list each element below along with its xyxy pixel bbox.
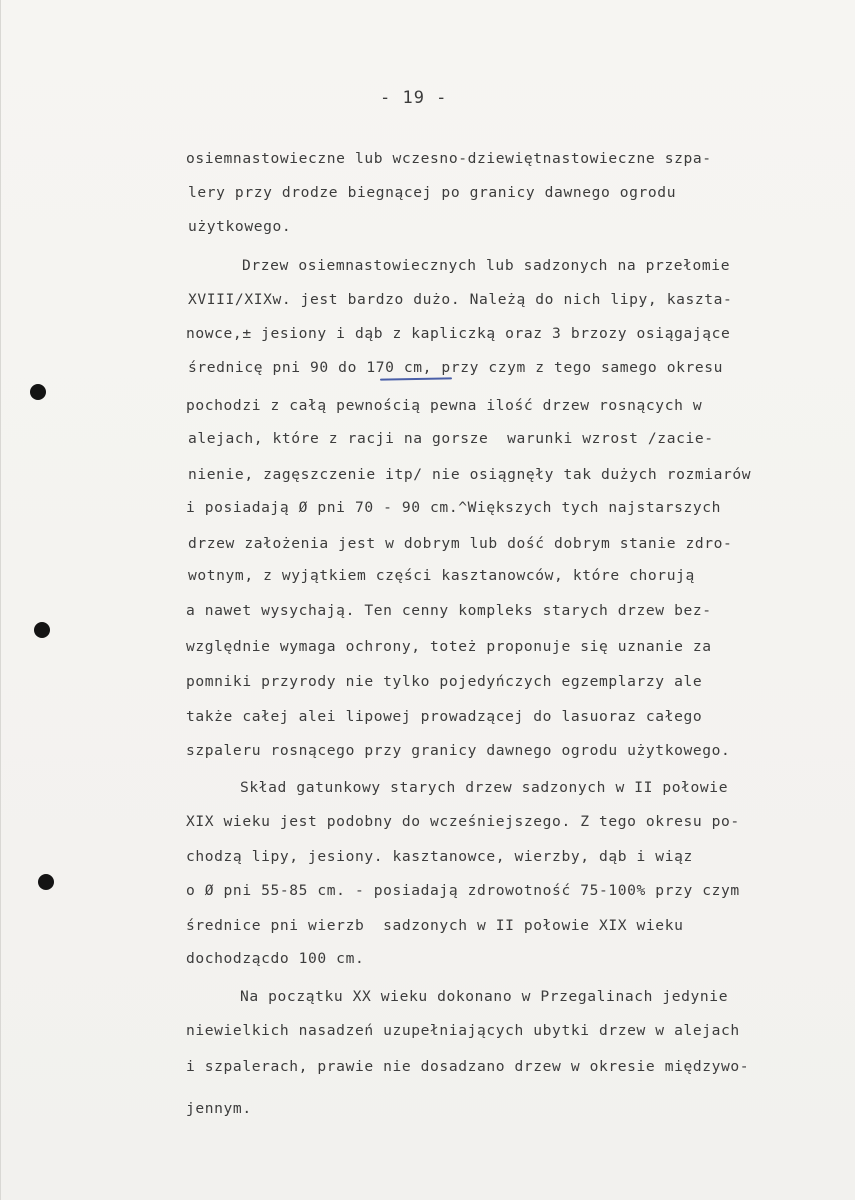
text-line: alejach, które z racji na gorsze warunki wzrost /zacie- [188,430,714,447]
text-line: wotnym, z wyjątkiem części kasztanowców, które chorują [188,567,695,584]
text-line: względnie wymaga ochrony, toteż proponuje się uznanie za [186,638,712,655]
page-number: - 19 - [380,88,448,108]
text-line: drzew założenia jest w dobrym lub dość dobrym stanie zdro- [188,535,733,552]
text-line: szpaleru rosnącego przy granicy dawnego ogrodu użytkowego. [186,742,731,759]
text-line: osiemnastowieczne lub wczesno-dziewiętnastowieczne szpa- [186,150,712,167]
text-line: o Ø pni 55-85 cm. - posiadają zdrowotność 75-100% przy czym [186,882,740,899]
page-edge [0,0,1,1200]
text-line: także całej alei lipowej prowadzącej do lasuoraz całego [186,708,703,725]
text-line: i posiadają Ø pni 70 - 90 cm.^Większych tych najstarszych [186,499,722,516]
text-line: średnicę pni 90 do 170 cm, przy czym z tego samego okresu [188,359,724,376]
punch-hole-bottom [38,874,54,890]
text-line: Skład gatunkowy starych drzew sadzonych w II połowie [240,779,729,796]
text-line: Na początku XX wieku dokonano w Przegalinach jedynie [240,988,729,1005]
text-line: chodzą lipy, jesiony. kasztanowce, wierzby, dąb i wiąz [186,848,693,865]
text-line: Drzew osiemnastowiecznych lub sadzonych na przełomie [242,257,731,274]
text-line: nowce,± jesiony i dąb z kapliczką oraz 3 brzozy osiągające [186,325,731,342]
text-line: i szpalerach, prawie nie dosadzano drzew w okresie międzywo- [186,1058,750,1075]
text-line: XVIII/XIXw. jest bardzo dużo. Należą do nich lipy, kaszta- [188,291,733,308]
text-line: użytkowego. [188,218,292,235]
text-line: lery przy drodze biegnącej po granicy dawnego ogrodu [188,184,677,201]
text-line: pochodzi z całą pewnością pewna ilość drzew rosnących w [186,397,703,414]
text-line: jennym. [186,1100,252,1117]
text-line: nienie, zagęszczenie itp/ nie osiągnęły tak dużych rozmiarów [188,466,752,483]
text-line: średnice pni wierzb sadzonych w II połowie XIX wieku [186,917,684,934]
text-line: niewielkich nasadzeń uzupełniających ubytki drzew w alejach [186,1022,740,1039]
text-line: pomniki przyrody nie tylko pojedyńczych egzemplarzy ale [186,673,703,690]
text-line: XIX wieku jest podobny do wcześniejszego. Z tego okresu po- [186,813,740,830]
handwritten-underline [380,377,452,380]
punch-hole-top [30,384,46,400]
text-line: a nawet wysychają. Ten cenny kompleks starych drzew bez- [186,602,712,619]
punch-hole-middle [34,622,50,638]
text-line: dochodzącdo 100 cm. [186,950,365,967]
